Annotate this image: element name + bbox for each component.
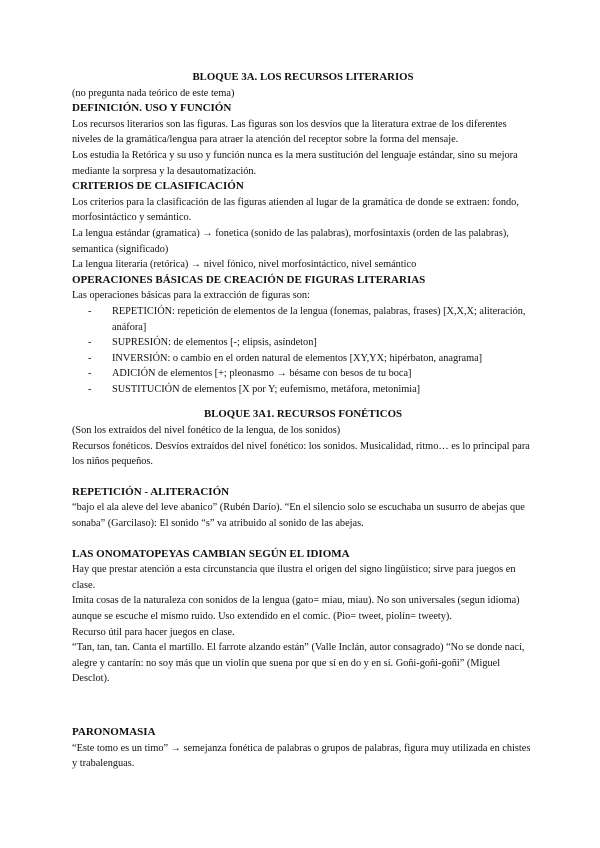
onomatopeyas-paragraph-2: Imita cosas de la naturaleza con sonidos de la lengua (gato= miau, miau). No son universales (segun idioma) aunque se escuche el mismo ruido. Uso extendido en el comic. (Pio= tweet, piolín= tweety). [72, 595, 520, 622]
operacion-supresion: SUPRESIÓN: de elementos [-; elipsis, asíndeton] [112, 337, 317, 349]
criterios-paragraph-1: Los criterios para la clasificación de las figuras atienden al lugar de la gramática de donde se extraen: fondo, morfosintáctico y semántico. [72, 196, 519, 224]
operaciones-intro: Las operaciones básicas para la extracción de figuras son: [72, 290, 310, 302]
dash-bullet: - [88, 305, 92, 317]
criterios-heading: CRITERIOS DE CLASIFICACIÓN [72, 180, 244, 193]
definicion-paragraph-2: Los estudia la Retórica y su uso y función nunca es la mera sustitución del lenguaje estándar, sino su mejora mediante la sorpresa y la desautomatización. [72, 149, 518, 177]
dash-bullet: - [88, 352, 92, 364]
block3a1-note: (Son los extraídos del nivel fonético de la lengua, de los sonidos) [72, 425, 341, 437]
block3a1-intro: Recursos fonéticos. Desvíos extraídos del nivel fonético: los sonidos. Musicalidad, ritmo… es lo principal para los niños pequeños. [72, 440, 530, 468]
operacion-inversion: INVERSIÓN: o cambio en el orden natural de elementos [XY,YX; hipérbaton, anagrama] [112, 352, 483, 364]
operacion-repeticion: REPETICIÓN: repetición de elementos de la lengua (fonemas, palabras, frases) [X,X,X; aliteración, anáfora] [112, 305, 526, 333]
repeticion-heading: REPETICIÓN - ALITERACIÓN [72, 485, 230, 498]
spacer [72, 397, 534, 407]
block3a-title: BLOQUE 3A. LOS RECURSOS LITERARIOS [192, 71, 414, 83]
onomatopeyas-paragraph-1: Hay que prestar atención a esta circunstancia que ilustra el origen del signo lingüístico; sirve para juegos en clase. [72, 564, 516, 591]
onomatopeyas-paragraph-4: “Tan, tan, tan. Canta el martillo. El farrote alzando están” (Valle Inclán, autor consagrado) “No se donde nací, alegre y cantarín: no soy más que un violín que suena por que sí en do y en sí. Goñi-goñi-goñi” (Miguel Desclot). [72, 642, 525, 685]
spacer [72, 532, 534, 547]
onomatopeyas-heading: LAS ONOMATOPEYAS CAMBIAN SEGÚN EL IDIOMA [72, 547, 350, 560]
list-item [88, 351, 534, 367]
list-item [88, 382, 534, 398]
dash-bullet: - [88, 368, 92, 380]
spacer [72, 687, 534, 725]
repeticion-text: “bajo el ala aleve del leve abanico” (Rubén Darío). “En el silencio solo se escuchaba un susurro de abejas que sonaba” (Garcilaso): El sonido “s” va atribuido al sonido de las abejas. [72, 502, 525, 530]
list-item [88, 304, 534, 335]
operacion-adicion: ADICIÓN de elementos [+; pleonasmo → bésame con besos de tu boca] [112, 368, 412, 380]
criterios-paragraph-2: La lengua estándar (gramatica) → fonetica (sonido de las palabras), morfosintaxis (orden de las palabras), semantica (significado) [72, 227, 509, 255]
operacion-sustitucion: SUSTITUCIÓN de elementos [X por Y; eufemismo, metáfora, metonimia] [112, 383, 421, 395]
block3a1-title: BLOQUE 3A1. RECURSOS FONÉTICOS [204, 408, 402, 421]
dash-bullet: - [88, 383, 92, 395]
definicion-paragraph-1: Los recursos literarios son las figuras. Las figuras son los desvíos que la literatura extrae de los diferentes niveles de la gramática/lengua para atraer la atención del receptor sobre la forma del mensaje. [72, 118, 507, 146]
document-page [72, 70, 534, 772]
operaciones-heading: OPERACIONES BÁSICAS DE CREACIÓN DE FIGURAS LITERARIAS [72, 273, 426, 286]
operaciones-list [72, 304, 534, 398]
onomatopeyas-paragraph-3: Recurso útil para hacer juegos en clase. [72, 626, 235, 638]
list-item [88, 366, 534, 382]
definicion-heading: DEFINICIÓN. USO Y FUNCIÓN [72, 102, 232, 115]
dash-bullet: - [88, 337, 92, 349]
paronomasia-text: “Este tomo es un timo” → semejanza fonética de palabras o grupos de palabras, figura muy utilizada en chistes y trabalenguas. [72, 742, 531, 770]
list-item [88, 335, 534, 351]
criterios-paragraph-3: La lengua literaria (retórica) → nivel fónico, nivel morfosintáctico, nivel semántico [72, 259, 417, 271]
spacer [72, 470, 534, 485]
block3a-note: (no pregunta nada teórico de este tema) [72, 87, 235, 99]
paronomasia-heading: PARONOMASIA [72, 725, 156, 738]
